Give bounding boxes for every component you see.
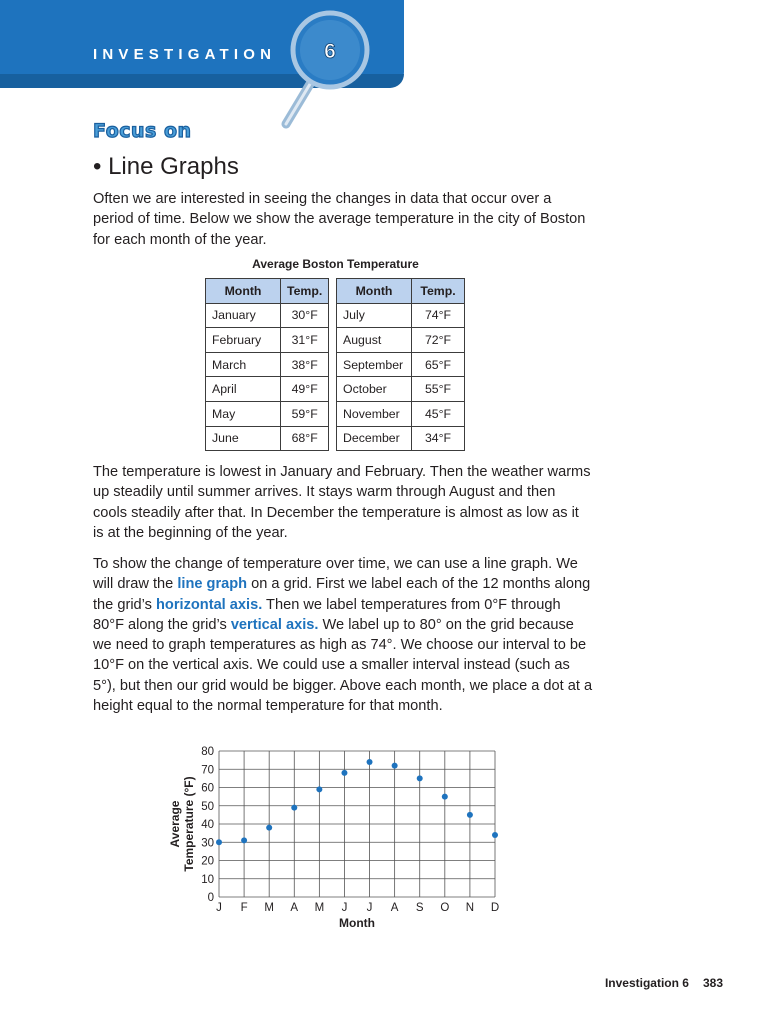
paragraph-text: We label up to 80° on the grid because we need to graph temperatures as high as 74°. We choose our interval to be 10°F on the vertical axis. We could use a smaller interval instead (such as 5°), but then our grid would be bigger. Above each month, we place a dot at a height equal to the normal temperature for that month. bbox=[93, 616, 593, 715]
data-point bbox=[316, 786, 322, 792]
table-row bbox=[206, 303, 329, 328]
x-tick-label: F bbox=[240, 902, 248, 914]
y-tick-label: 30 bbox=[201, 837, 214, 850]
month-cell: September bbox=[337, 352, 412, 377]
temperature-cell: 59°F bbox=[281, 401, 329, 426]
month-cell: January bbox=[206, 303, 281, 328]
table-row bbox=[337, 401, 465, 426]
temperature-cell: 55°F bbox=[412, 377, 465, 402]
x-tick-label: J bbox=[341, 902, 348, 914]
data-point bbox=[442, 794, 448, 800]
month-cell: August bbox=[337, 328, 412, 353]
temperature-table-right bbox=[336, 278, 465, 451]
column-header-month: Month bbox=[337, 279, 412, 304]
temperature-cell: 45°F bbox=[412, 401, 465, 426]
x-tick-label: S bbox=[415, 902, 424, 914]
paragraph-text: Then we label temperatures from 0°F through 80°F along the grid’s bbox=[93, 596, 561, 633]
data-point bbox=[341, 770, 347, 776]
x-tick-label: M bbox=[264, 902, 274, 914]
temperature-cell: 74°F bbox=[412, 303, 465, 328]
footer-label: Investigation 6 bbox=[604, 976, 689, 990]
investigation-number: 6 bbox=[324, 40, 336, 63]
focus-on-label: Focus on bbox=[93, 120, 192, 142]
table-row bbox=[337, 352, 465, 377]
table-row bbox=[206, 401, 329, 426]
table-row bbox=[206, 377, 329, 402]
x-tick-label: A bbox=[290, 902, 299, 914]
temperature-cell: 30°F bbox=[281, 303, 329, 328]
y-tick-label: 50 bbox=[201, 800, 214, 813]
temperature-cell: 65°F bbox=[412, 352, 465, 377]
y-tick-label: 0 bbox=[207, 892, 214, 904]
table-row bbox=[337, 303, 465, 328]
temperature-cell: 68°F bbox=[281, 426, 329, 451]
month-cell: October bbox=[337, 377, 412, 402]
data-point bbox=[492, 832, 498, 838]
month-cell: December bbox=[337, 426, 412, 451]
data-point bbox=[392, 763, 398, 769]
y-tick-label: 20 bbox=[201, 855, 214, 868]
intro-paragraph: Often we are interested in seeing the changes in data that occur over a period of time. Below we show the average temperature in the city of Boston for each month of the year. bbox=[93, 191, 586, 248]
investigation-title: INVESTIGATION bbox=[93, 46, 277, 63]
x-tick-label: M bbox=[314, 902, 325, 914]
paragraph-text: on a grid. First we label each of the 12 months along the grid’s bbox=[93, 576, 591, 613]
y-axis-label: Average bbox=[168, 800, 182, 848]
x-tick-label: J bbox=[216, 902, 222, 914]
column-header-month: Month bbox=[206, 279, 281, 304]
data-point bbox=[266, 825, 272, 831]
section-title: • Line Graphs bbox=[93, 153, 239, 180]
month-cell: April bbox=[206, 377, 281, 402]
x-tick-label: D bbox=[490, 902, 500, 914]
column-header-temp: Temp. bbox=[281, 279, 329, 304]
month-cell: November bbox=[337, 401, 412, 426]
observation-paragraph: The temperature is lowest in January and February. Then the weather warms up steadily until summer arrives. It stays warm through August and then cools steadily after that. In December the temperature is almost as low as it is at the beginning of the year. bbox=[93, 464, 591, 541]
y-tick-label: 60 bbox=[201, 782, 214, 795]
table-row bbox=[337, 328, 465, 353]
temperature-chart bbox=[160, 738, 520, 938]
column-header-temp: Temp. bbox=[412, 279, 465, 304]
y-tick-label: 70 bbox=[201, 764, 214, 777]
x-tick-label: O bbox=[440, 902, 450, 914]
table-row bbox=[206, 352, 329, 377]
table-caption: Average Boston Temperature bbox=[252, 257, 419, 271]
month-cell: February bbox=[206, 328, 281, 353]
data-point bbox=[467, 812, 473, 818]
data-point bbox=[216, 839, 222, 845]
line-graph-paragraph bbox=[93, 554, 593, 716]
temperature-cell: 34°F bbox=[412, 426, 465, 451]
x-tick-label: J bbox=[366, 902, 373, 914]
month-cell: May bbox=[206, 401, 281, 426]
term-vertical-axis: vertical axis. bbox=[230, 616, 319, 633]
x-tick-label: N bbox=[465, 902, 475, 914]
data-point bbox=[417, 775, 423, 781]
term-horizontal-axis: horizontal axis. bbox=[156, 596, 263, 613]
table-row bbox=[206, 426, 329, 451]
y-tick-label: 10 bbox=[201, 873, 214, 886]
temperature-table-left bbox=[205, 278, 329, 451]
y-axis-label: Temperature (°F) bbox=[182, 776, 196, 872]
page-footer bbox=[605, 976, 723, 990]
table-row bbox=[337, 426, 465, 451]
magnifier-icon bbox=[272, 6, 372, 131]
page-number: 383 bbox=[702, 976, 723, 990]
paragraph-text: To show the change of temperature over time, we can use a line graph. We will draw the bbox=[93, 556, 578, 593]
table-row bbox=[337, 377, 465, 402]
x-axis-label: Month bbox=[339, 916, 375, 930]
month-cell: June bbox=[206, 426, 281, 451]
data-point bbox=[241, 837, 247, 843]
x-tick-label: A bbox=[390, 902, 399, 914]
y-tick-label: 80 bbox=[201, 746, 214, 758]
month-cell: March bbox=[206, 352, 281, 377]
y-tick-label: 40 bbox=[201, 819, 214, 831]
temperature-cell: 72°F bbox=[412, 328, 465, 353]
temperature-cell: 49°F bbox=[281, 377, 329, 402]
term-line-graph: line graph bbox=[177, 576, 248, 593]
temperature-cell: 31°F bbox=[281, 328, 329, 353]
data-point bbox=[291, 805, 297, 811]
month-cell: July bbox=[337, 303, 412, 328]
table-row bbox=[206, 328, 329, 353]
data-point bbox=[367, 759, 373, 765]
temperature-cell: 38°F bbox=[281, 352, 329, 377]
